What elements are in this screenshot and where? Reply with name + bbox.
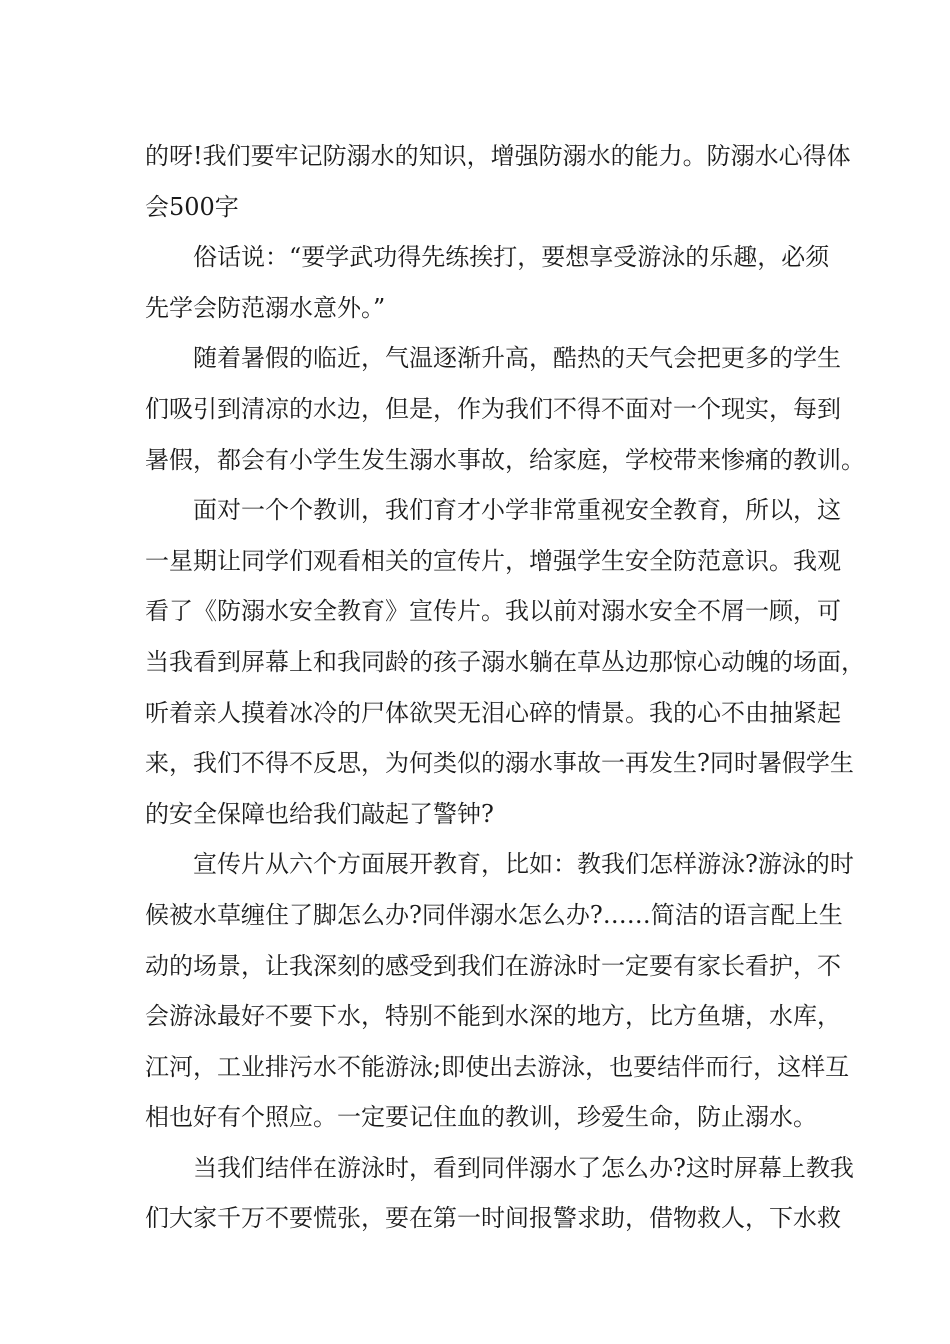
text-line: 的呀!我们要牢记防溺水的知识，增强防溺水的能力。防溺水心得体	[145, 142, 851, 170]
text-line: 来，我们不得不反思，为何类似的溺水事故一再发生?同时暑假学生	[145, 749, 854, 778]
text-line: 俗话说：“要学武功得先练挨打，要想享受游泳的乐趣，必须	[193, 243, 830, 272]
text-line: 江河，工业排污水不能游泳;即使出去游泳，也要结伴而行，这样互	[145, 1052, 850, 1081]
text-line: 们吸引到清凉的水边，但是，作为我们不得不面对一个现实，每到	[145, 394, 841, 423]
text-line: 相也好有个照应。一定要记住血的教训，珍爱生命，防止溺水。	[145, 1103, 817, 1132]
text-line: 听着亲人摸着冰冷的尸体欲哭无泪心碎的情景。我的心不由抽紧起	[145, 698, 841, 727]
text-line: 看了《防溺水安全教育》宣传片。我以前对溺水安全不屑一顾，可	[145, 597, 841, 626]
text-line: 暑假，都会有小学生发生溺水事故，给家庭，学校带来惨痛的教训。	[145, 445, 865, 474]
text-line: 动的场景，让我深刻的感受到我们在游泳时一定要有家长看护，不	[145, 951, 841, 980]
text-line: 一星期让同学们观看相关的宣传片，增强学生安全防范意识。我观	[145, 546, 841, 575]
text-line: 当我们结伴在游泳时，看到同伴溺水了怎么办?这时屏幕上教我	[193, 1153, 854, 1182]
text-line: 宣传片从六个方面展开教育，比如：教我们怎样游泳?游泳的时	[193, 850, 854, 879]
text-line: 随着暑假的临近，气温逐渐升高，酷热的天气会把更多的学生	[193, 344, 841, 373]
text-line: 当我看到屏幕上和我同龄的孩子溺水躺在草丛边那惊心动魄的场面，	[145, 647, 865, 676]
text-line: 们大家千万不要慌张，要在第一时间报警求助，借物救人，下水救	[145, 1204, 841, 1233]
text-line: 会500字	[145, 192, 239, 221]
text-line: 会游泳最好不要下水，特别不能到水深的地方，比方鱼塘，水库，	[145, 1002, 841, 1031]
essay-body	[145, 131, 865, 1244]
text-line: 先学会防范溺水意外。”	[145, 293, 386, 322]
text-line: 候被水草缠住了脚怎么办?同伴溺水怎么办?……简洁的语言配上生	[145, 900, 843, 929]
text-line: 的安全保障也给我们敲起了警钟?	[145, 799, 494, 828]
text-line: 面对一个个教训，我们育才小学非常重视安全教育，所以，这	[193, 496, 841, 525]
